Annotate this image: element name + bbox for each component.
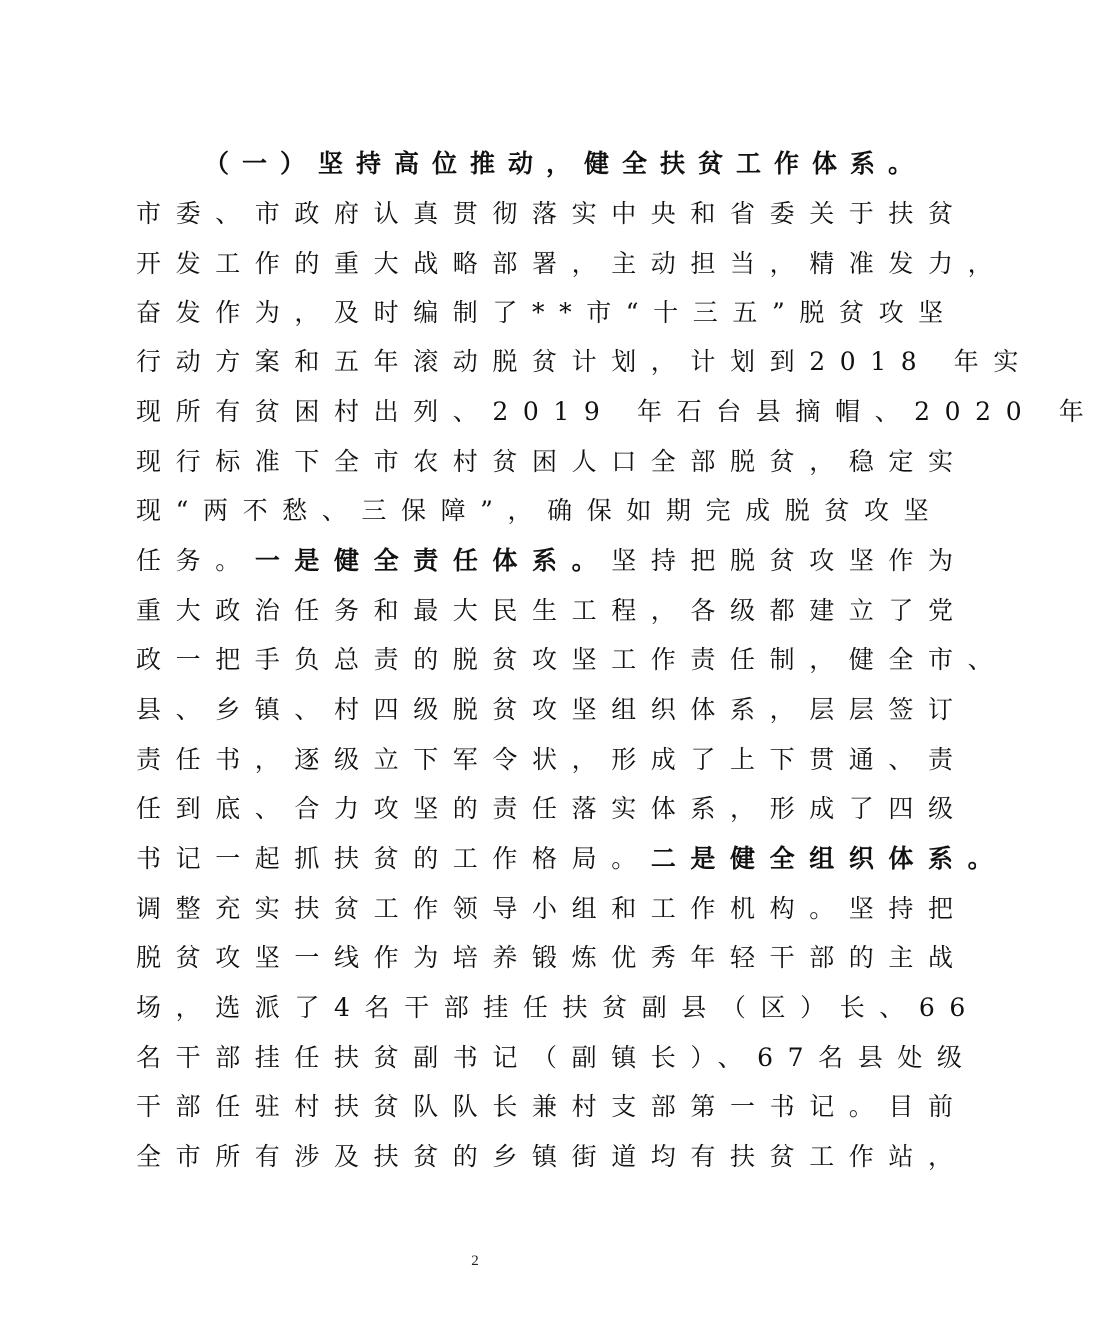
body-line-9: 重大政治任务和最大民生工程，各级都建立了党 [136,596,968,625]
body-line-6: 现行标准下全市农村贫困人口全部脱贫，稳定实 [136,447,968,476]
section-heading: （一）坚持高位推动，健全扶贫工作体系。 [204,149,927,178]
body-line-3: 奋发作为，及时编制了**市“十三五”脱贫攻坚 [136,298,958,327]
body-line-18: 名干部挂任扶贫副书记（副镇长）、67名县处级 [136,1043,977,1072]
body-line-1: 市委、市政府认真贯彻落实中央和省委关于扶贫 [136,199,968,228]
body-line-8 [136,544,968,578]
line-8-text: 任务。 [136,546,255,575]
page-number: 2 [471,1253,479,1269]
body-line-11: 县、乡镇、村四级脱贫攻坚组织体系，层层签订 [136,695,968,724]
body-line-12: 责任书，逐级立下军令状，形成了上下贯通、责 [136,745,968,774]
body-line-20: 全市所有涉及扶贫的乡镇街道均有扶贫工作站， [136,1142,968,1171]
body-line-7: 现“两不愁、三保障”，确保如期完成脱贫攻坚 [136,496,944,525]
body-line-15: 调整充实扶贫工作领导小组和工作机构。坚持把 [136,894,968,923]
body-line-2: 开发工作的重大战略部署，主动担当，精准发力， [136,249,1008,278]
body-line-19: 干部任驻村扶贫队队长兼村支部第一书记。目前 [136,1092,968,1121]
body-line-14 [136,842,1007,876]
body-line-16: 脱贫攻坚一线作为培养锻炼优秀年轻干部的主战 [136,943,968,972]
body-line-17: 场，选派了4名干部挂任扶贫副县（区）长、66 [136,993,980,1022]
body-line-4: 行动方案和五年滚动脱贫计划，计划到2018 年实 [136,347,1033,376]
body-line-5: 现所有贫困村出列、2019 年石台县摘帽、2020 年 [136,397,1098,426]
subheading-responsibility: 一是健全责任体系。 [254,546,612,575]
body-line-10: 政一把手负总责的脱贫攻坚工作责任制，健全市、 [136,645,1008,674]
line-8-text-after: 坚持把脱贫攻坚作为 [611,546,968,575]
line-14-text: 书记一起抓扶贫的工作格局。 [136,844,651,873]
subheading-organization: 二是健全组织体系。 [650,844,1008,873]
body-line-13: 任到底、合力攻坚的责任落实体系，形成了四级 [136,794,968,823]
